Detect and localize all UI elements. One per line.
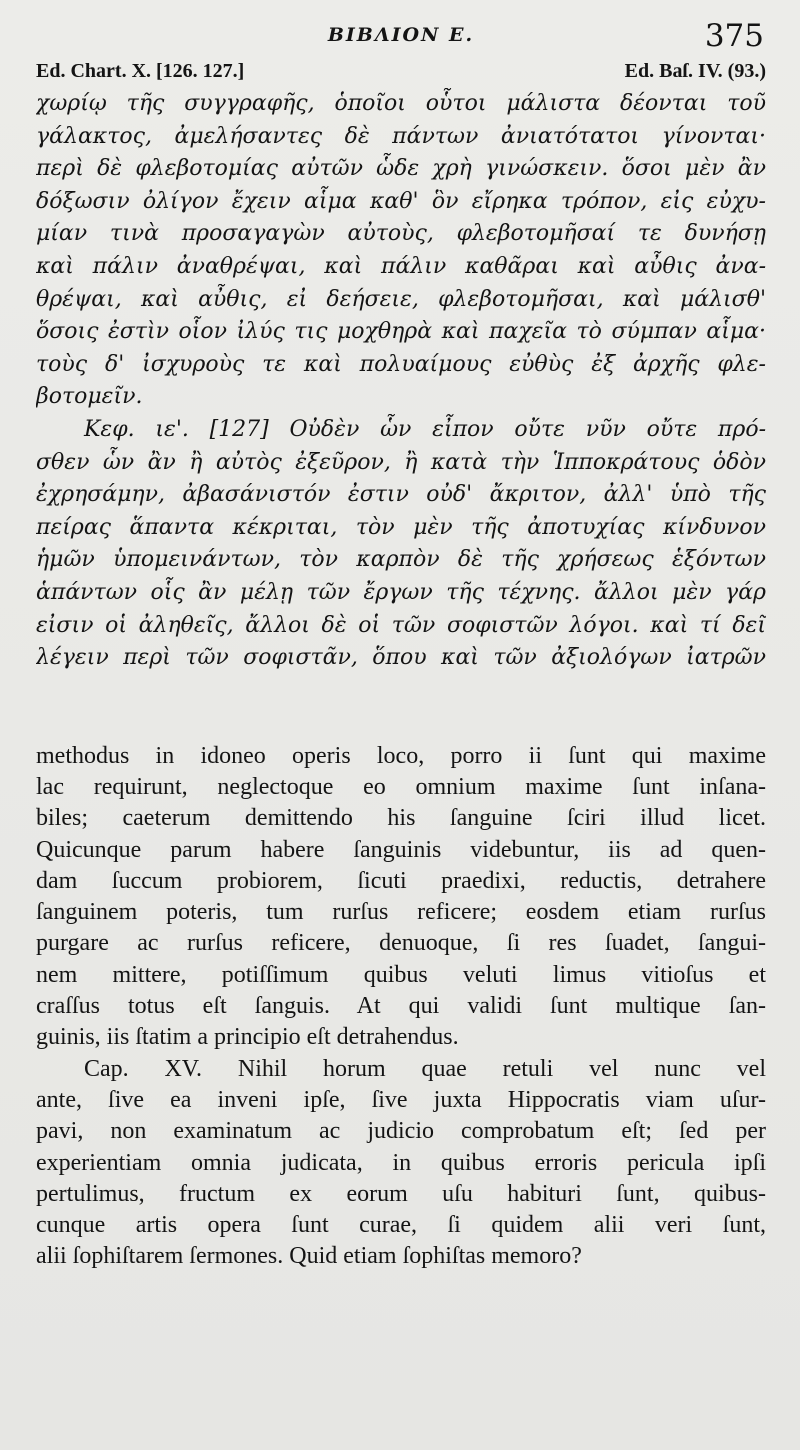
column-gap	[36, 675, 766, 741]
greek-line: γάλακτος, ἀμελήσαντες δὲ πάντων ἀνιατότατοι γίνονται·	[36, 123, 766, 149]
greek-line: καὶ πάλιν ἀναθρέψαι, καὶ πάλιν καθᾶραι καὶ αὖθις ἀνα-	[36, 253, 766, 279]
greek-line: ἁπάντων οἷς ἂν μέλῃ τῶν ἔργων τῆς τέχνης. ἄλλοι μὲν γάρ	[36, 579, 766, 605]
latin-line: alii ſophiſtarem ſermones. Quid etiam ſophiſtas memoro?	[36, 1243, 582, 1270]
latin-line: lac requirunt, neglectoque eo omnium maxime ſunt inſana-	[36, 773, 766, 800]
greek-line: σθεν ὧν ἂν ἢ αὐτὸς ἐξεῦρον, ἢ κατὰ τὴν Ἱπποκράτους ὁδὸν	[36, 449, 766, 475]
latin-line: guinis, iis ſtatim a principio eſt detrahendus.	[36, 1024, 459, 1051]
latin-line: pertulimus, fructum ex eorum uſu habituri ſunt, quibus-	[36, 1180, 766, 1207]
greek-line: ὅσοις ἐστὶν οἷον ἰλύς τις μοχθηρὰ καὶ παχεῖα τὸ σύμπαν αἷμα·	[36, 319, 766, 345]
greek-line: βοτομεῖν.	[36, 384, 143, 410]
greek-line: ἡμῶν ὑπομεινάντων, τὸν καρπὸν δὲ τῆς χρήσεως ἑξόντων	[36, 547, 766, 573]
latin-line: nem mittere, potiſſimum quibus veluti limus vitioſus et	[36, 961, 766, 988]
edition-right: Ed. Baſ. IV. (93.)	[624, 60, 766, 82]
latin-line: pavi, non examinatum ac judicio comprobatum eſt; ſed per	[36, 1118, 766, 1145]
page-number: 375	[704, 18, 764, 54]
latin-line: craſſus totus eſt ſanguis. At qui validi ſunt multique ſan-	[36, 993, 766, 1020]
latin-text	[36, 741, 766, 1273]
greek-line: περὶ δὲ φλεβοτομίας αὐτῶν ὧδε χρὴ γινώσκειν. ὅσοι μὲν ἂν	[36, 156, 766, 182]
latin-line: ſanguinem poteris, tum rurſus reficere; eosdem etiam rurſus	[36, 899, 766, 926]
greek-text	[36, 88, 766, 675]
latin-line: purgare ac rurſus reficere, denuoque, ſi res ſuadet, ſangui-	[36, 930, 766, 957]
greek-line: λέγειν περὶ τῶν σοφιστᾶν, ὅπου καὶ τῶν ἀξιολόγων ἰατρῶν	[36, 645, 766, 671]
latin-line: experientiam omnia judicata, in quibus erroris pericula ipſi	[36, 1149, 766, 1176]
book-title: ΒΙΒΛΙΟΝ Ε.	[327, 24, 475, 46]
greek-line: μίαν τινὰ προσαγαγὼν αὐτοὺς, φλεβοτομῆσαί τε δυνήσῃ	[36, 221, 766, 247]
greek-line: θρέψαι, καὶ αὖθις, εἰ δεήσειε, φλεβοτομῆσαι, καὶ μάλισθ'	[36, 286, 766, 312]
greek-line: χωρίῳ τῆς συγγραφῆς, ὁποῖοι οὗτοι μάλιστα δέονται τοῦ	[36, 91, 766, 116]
latin-line: methodus in idoneo operis loco, porro ii ſunt qui maxime	[36, 742, 766, 769]
running-head	[36, 18, 766, 58]
latin-line: Quicunque parum habere ſanguinis videbuntur, iis ad quen-	[36, 836, 766, 863]
edition-left: Ed. Chart. X. [126. 127.]	[36, 60, 245, 82]
greek-line: τοὺς δ' ἰσχυροὺς τε καὶ πολυαίμους εὐθὺς ἐξ ἀρχῆς φλε-	[36, 351, 766, 377]
greek-line: εἰσιν οἱ ἀληθεῖς, ἄλλοι δὲ οἱ τῶν σοφιστῶν λόγοι. καὶ τί δεῖ	[36, 612, 766, 638]
greek-chapter-start: Κεφ. ιε'. [127] Οὐδὲν ὧν εἶπον οὔτε νῦν οὔτε πρό-	[84, 416, 766, 442]
latin-line: cunque artis opera ſunt curae, ſi quidem alii veri ſunt,	[36, 1212, 766, 1239]
latin-chapter-start: Cap. XV. Nihil horum quae retuli vel nunc vel	[84, 1055, 766, 1082]
latin-line: ante, ſive ea inveni ipſe, ſive juxta Hippocratis viam uſur-	[36, 1086, 766, 1113]
edition-reference	[36, 60, 766, 88]
greek-line: ἐχρησάμην, ἀβασάνιστόν ἐστιν οὐδ' ἄκριτον, ἀλλ' ὑπὸ τῆς	[36, 482, 766, 508]
greek-line: δόξωσιν ὀλίγον ἔχειν αἷμα καθ' ὃν εἴρηκα τρόπον, εἰς εὐχυ-	[36, 188, 766, 214]
latin-line: dam ſuccum probiorem, ſicuti praedixi, reductis, detrahere	[36, 867, 766, 894]
greek-line: πείρας ἅπαντα κέκριται, τὸν μὲν τῆς ἀποτυχίας κίνδυνον	[36, 514, 766, 540]
latin-line: biles; caeterum demittendo his ſanguine ſciri illud licet.	[36, 805, 766, 832]
